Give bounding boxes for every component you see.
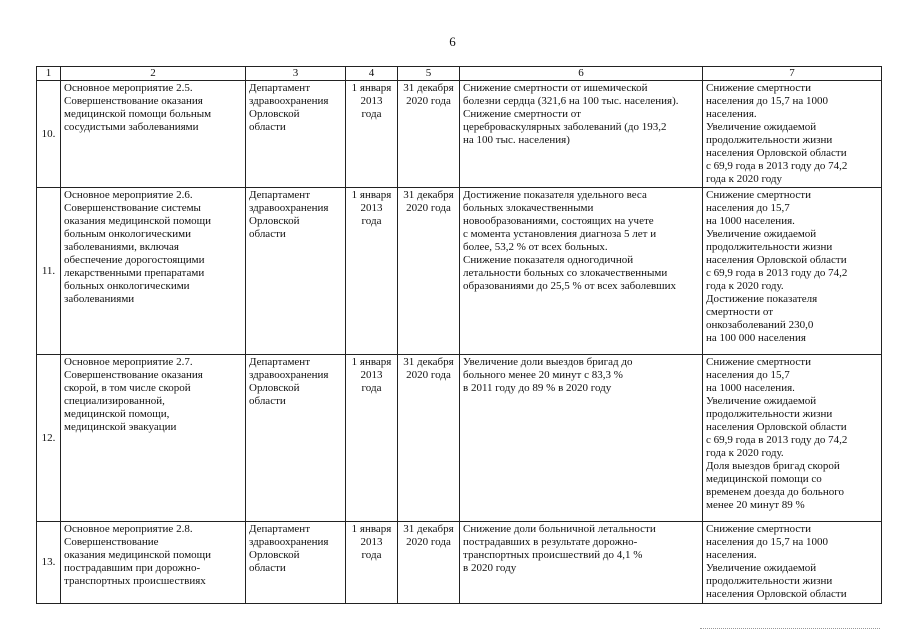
expected-result-cell: Снижение доли больничной летальности пострадавших в результате дорожно- транспортных происшествий до 4,1 % в 2020 году [460,522,703,604]
expected-result-cell: Увеличение доли выездов бригад до больного менее 20 минут с 83,3 % в 2011 году до 89 % в 2020 году [460,355,703,522]
table-row [37,522,882,604]
activity-cell: Основное мероприятие 2.5. Совершенствование оказания медицинской помощи больным сосудистыми заболеваниями [61,81,246,188]
column-header-1: 1 [37,67,61,81]
table-row [37,355,882,522]
start-date-cell: 1 января 2013 года [346,355,398,522]
start-date-cell: 1 января 2013 года [346,81,398,188]
indicator-link-cell: Снижение смертности населения до 15,7 на 1000 населения. Увеличение ожидаемой продолжительности жизни населения Орловской области с 69,9 года в 2013 году до 74,2 года к 2020 году [703,81,882,188]
column-header-6: 6 [460,67,703,81]
scan-artifact-line [700,628,880,633]
indicator-link-cell: Снижение смертности населения до 15,7 на 1000 населения. Увеличение ожидаемой продолжительности жизни населения Орловской области с 69,9 года в 2013 году до 74,2 года к 2020 году. Достижение показателя смертности от онкозаболеваний 230,0 на 100 000 населения [703,188,882,355]
end-date-cell: 31 декабря 2020 года [398,355,460,522]
end-date-cell: 31 декабря 2020 года [398,522,460,604]
column-header-7: 7 [703,67,882,81]
indicator-link-cell: Снижение смертности населения до 15,7 на 1000 населения. Увеличение ожидаемой продолжительности жизни населения Орловской области с 69,9 года в 2013 году до 74,2 года к 2020 году. Доля выездов бригад скорой медицинской помощи со временем доезда до больного менее 20 минут 89 % [703,355,882,522]
row-number: 11. [37,188,61,355]
expected-result-cell: Снижение смертности от ишемической болезни сердца (321,6 на 100 тыс. населения). Снижение смертности от цереброваскулярных заболеваний (до 193,2 на 100 тыс. населения) [460,81,703,188]
executor-cell: Департамент здравоохранения Орловской области [246,355,346,522]
page-number: 6 [449,34,456,49]
activity-cell: Основное мероприятие 2.7. Совершенствование оказания скорой, в том числе скорой специализированной, медицинской помощи, медицинской эвакуации [61,355,246,522]
row-number: 13. [37,522,61,604]
indicator-link-cell: Снижение смертности населения до 15,7 на 1000 населения. Увеличение ожидаемой продолжительности жизни населения Орловской области [703,522,882,604]
start-date-cell: 1 января 2013 года [346,188,398,355]
column-header-5: 5 [398,67,460,81]
header-row [37,67,882,81]
program-activities-table [36,66,882,604]
row-number: 12. [37,355,61,522]
end-date-cell: 31 декабря 2020 года [398,81,460,188]
activity-cell: Основное мероприятие 2.6. Совершенствование системы оказания медицинской помощи больным онкологическими заболеваниями, включая обеспечение дорогостоящими лекарственными препаратами больных онкологическими заболеваниями [61,188,246,355]
executor-cell: Департамент здравоохранения Орловской области [246,81,346,188]
column-header-2: 2 [61,67,246,81]
start-date-cell: 1 января 2013 года [346,522,398,604]
expected-result-cell: Достижение показателя удельного веса больных злокачественными новообразованиями, состоящих на учете с момента установления диагноза 5 лет и более, 53,2 % от всех больных. Снижение показателя одногодичной летальности больных со злокачественными образованиями до 25,5 % от всех заболевших [460,188,703,355]
column-header-4: 4 [346,67,398,81]
table-row [37,81,882,188]
end-date-cell: 31 декабря 2020 года [398,188,460,355]
activity-cell: Основное мероприятие 2.8. Совершенствование оказания медицинской помощи пострадавшим при дорожно- транспортных происшествиях [61,522,246,604]
table-row [37,188,882,355]
row-number: 10. [37,81,61,188]
executor-cell: Департамент здравоохранения Орловской области [246,188,346,355]
column-header-3: 3 [246,67,346,81]
executor-cell: Департамент здравоохранения Орловской области [246,522,346,604]
